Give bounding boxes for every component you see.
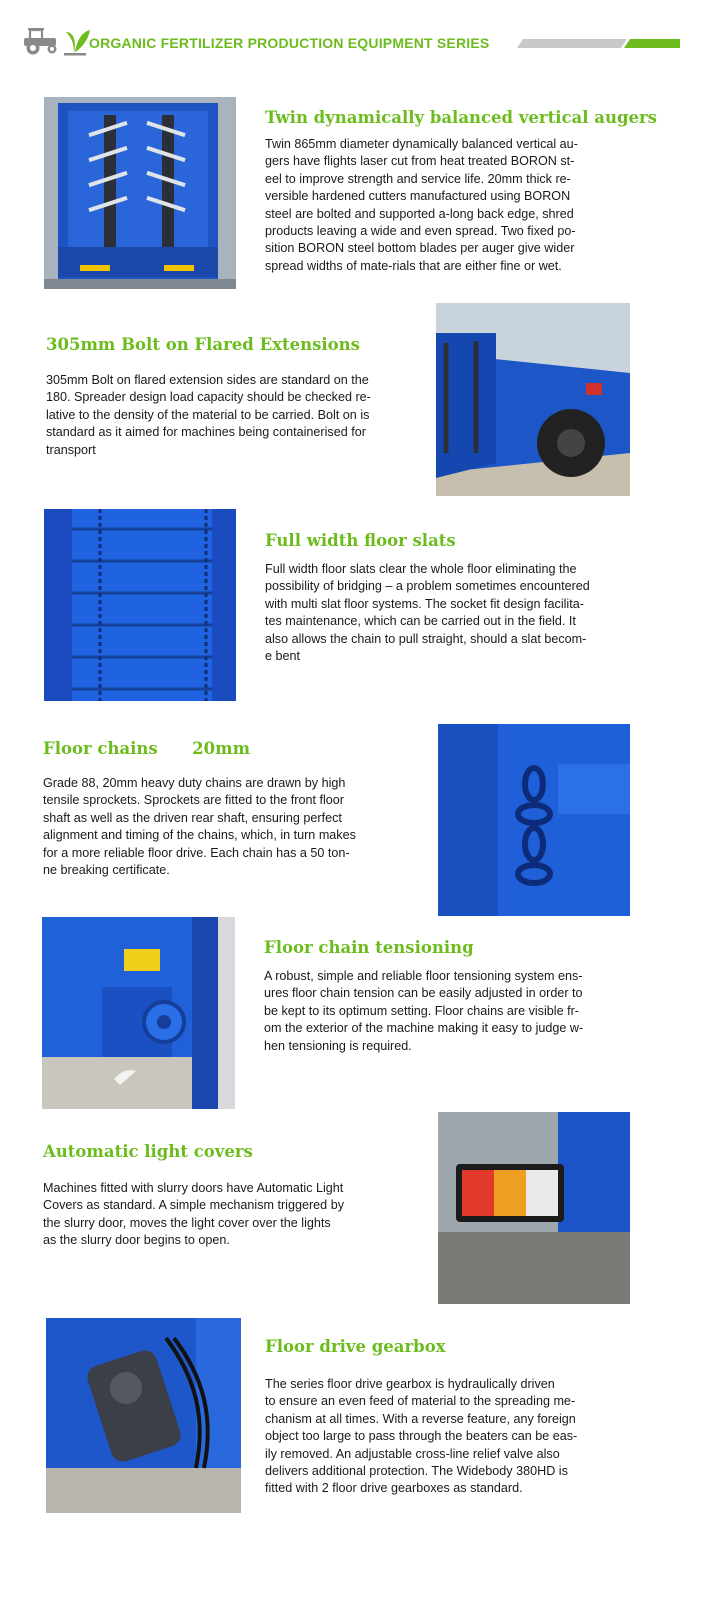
series-title: ORGANIC FERTILIZER PRODUCTION EQUIPMENT SERIES: [89, 35, 490, 51]
tractor-leaf-logo-icon: [22, 24, 92, 56]
floor-slats-photo: [44, 509, 236, 701]
feature-title: Automatic light covers: [43, 1142, 253, 1161]
feature-text: Machines fitted with slurry doors have Automatic Light Covers as standard. A simple mechanism triggered by the slurry door, moves the light cover over the lights as the slurry door begins to open.: [43, 1181, 344, 1248]
feature-title: Floor chain tensioning: [264, 938, 474, 957]
feature-title: 305mm Bolt on Flared Extensions: [46, 335, 360, 354]
feature-title: Twin dynamically balanced vertical augers: [265, 108, 657, 127]
feature-title: Floor drive gearbox: [265, 1337, 446, 1356]
feature-text: The series floor drive gearbox is hydraulically driven to ensure an even feed of material to the spreading me- chanism at all times. With a reverse feature, any foreign object too large to pass through the beaters can be eas- ily removed. An adjustable cross-line relief valve also delivers additional protection. The Widebody 380HD is fitted with 2 floor drive gearboxes as standard.: [265, 1377, 578, 1496]
chain-tensioner-photo: [42, 917, 235, 1109]
feature-text: Grade 88, 20mm heavy duty chains are drawn by high tensile sprockets. Sprockets are fitted to the front floor shaft as well as the driven rear shaft, ensuring perfect alignment and timing of the chains, which, in turn makes for a more reliable floor drive. Each chain has a 50 ton- ne breaking certificate.: [43, 776, 356, 878]
spreader-side-view-photo: [436, 303, 630, 496]
header-grey-stripe: [517, 39, 627, 48]
feature-title: Full width floor slats: [265, 531, 456, 550]
gearbox-photo: [46, 1318, 241, 1513]
feature-text: 305mm Bolt on flared extension sides are standard on the 180. Spreader design load capacity should be checked re- lative to the density of the material to be carried. Bolt on is standard as it aimed for machines being containerised for transport: [46, 373, 371, 457]
floor-chain-photo: [438, 724, 630, 916]
feature-text: Full width floor slats clear the whole floor eliminating the possibility of bridging – a problem sometimes encountered with multi slat floor systems. The socket fit design facilita- tes maintenance, which can be carried out in the field. It also allows the chain to pull straight, should a slat becom- e bent: [265, 562, 590, 664]
rear-light-photo: [438, 1112, 630, 1304]
page-header: [0, 0, 717, 80]
feature-text: Twin 865mm diameter dynamically balanced vertical au- gers have flights laser cut from heat treated BORON st- eel to improve strength and service life. 20mm thick re- versible hardened cutters manufactured using BORON steel are bolted and supported a-long back edge, shred products leaving a wide and even spread. Two fixed po- sition BORON steel bottom blades per auger give wider spread widths of mate-rials that are either fine or wet.: [265, 137, 578, 273]
feature-title: Floor chains 20mm: [43, 739, 251, 758]
feature-text: A robust, simple and reliable floor tensioning system ens- ures floor chain tension can be easily adjusted in order to be kept to its optimum setting. Floor chains are visible fr- om the exterior of the machine making it easy to judge w- hen tensioning is required.: [264, 969, 584, 1053]
header-green-stripe: [624, 39, 680, 48]
vertical-augers-photo: [44, 97, 236, 289]
